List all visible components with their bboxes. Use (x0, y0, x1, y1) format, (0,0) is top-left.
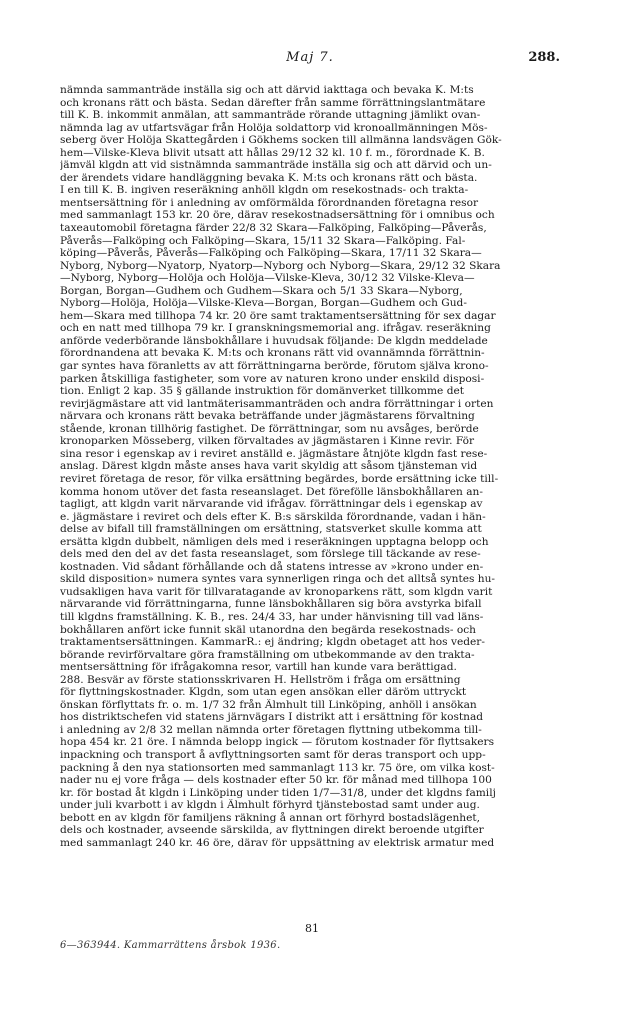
text-line: jämväl klgdn att vid sistnämnda sammanträde inställa sig och att därvid och un- (60, 159, 492, 172)
text-line: nämnda lag av utfartsvägar från Holöja soldattorp vid kronoallmänningen Mös- (60, 121, 488, 134)
text-line: börande revirförvaltare göra framställning om utbekommande av den trakta- (60, 648, 475, 661)
text-line: inpackning och transport å avflyttningsorten samt för deras transport och upp- (60, 748, 486, 761)
text-line: under juli kvarbott i av klgdn i Älmhult förhyrd tjänstebostad samt under aug. (60, 799, 480, 812)
page-number: 288. (528, 50, 560, 65)
text-line: närvara och kronans rätt bevaka beträffande under jägmästarens förvaltning (60, 410, 475, 423)
text-line: der ärendets vidare handläggning bevaka K. M:ts och kronans rätt och bästa. (60, 171, 478, 184)
text-line: parken åtskilliga fastigheter, som vore av naturen krono under enskild disposi- (60, 372, 485, 385)
text-line: gar syntes hava föranletts av att förrättningarna berörde, förutom själva krono- (60, 360, 489, 373)
text-line: till K. B. inkommit anmälan, att sammanträde rörande uttagning jämlikt ovan- (60, 109, 481, 122)
text-line: till klgdns framställning. K. B., res. 24/4 33, har under hänvisning till vad läns- (60, 610, 484, 623)
text-line: komma honom utöver det fasta reseanslaget. Det förefölle länsbokhållaren an- (60, 485, 483, 498)
page-header (60, 50, 560, 72)
text-line: hos distriktschefen vid statens järnvägars I distrikt att i ersättning för kostnad (60, 711, 484, 724)
text-line: Nyborg, Nyborg—Nyatorp, Nyatorp—Nyborg och Nyborg—Skara, 29/12 32 Skara (60, 259, 501, 272)
text-line: tion. Enligt 2 kap. 35 § gällande instruktion för domänverket tillkomme det (60, 385, 465, 398)
text-line: kr. för bostad åt klgdn i Linköping under tiden 1/7—31/8, under det klgdns familj (60, 786, 496, 799)
text-line: och en natt med tillhopa 79 kr. I granskningsmemorial ang. ifrågav. reseräkning (60, 322, 491, 335)
text-line: hopa 454 kr. 21 öre. I nämnda belopp ingick — förutom kostnader för flyttsakers (60, 736, 495, 749)
text-line: anslag. Därest klgdn måste anses hava varit skyldig att såsom tjänsteman vid (60, 460, 478, 473)
text-line: I en till K. B. ingiven reseräkning anhöll klgdn om resekostnads- och trakta- (60, 184, 469, 197)
text-line: 288. Besvär av förste stationsskrivaren H. Hellström i fråga om ersättning (60, 673, 461, 686)
footer-page-number: 81 (305, 922, 319, 935)
text-line: dels och kostnader, avseende särskilda, av flyttningen direkt beroende utgifter (60, 824, 484, 837)
text-line: för flyttningskostnader. Klgdn, som utan egen ansökan eller däröm uttryckt (60, 686, 467, 699)
text-line: delse av bifall till framställningen om ersättning, statsverket skulle komma att (60, 523, 482, 536)
text-line: med sammanlagt 153 kr. 20 öre, därav resekostnadsersättning för i omnibus och (60, 209, 495, 222)
text-line: reviret företaga de resor, för vilka ersättning begärdes, borde ersättning icke till- (60, 472, 499, 485)
text-line: Nyborg—Holöja, Holöja—Vilske-Kleva—Borgan, Borgan—Gudhem och Gud- (60, 297, 467, 310)
text-line: ersätta klgdn dubbelt, nämligen dels med i reseräkningen upptagna belopp och (60, 535, 489, 548)
text-line: kostnaden. Vid sådant förhållande och då statens intresse av »krono under en- (60, 560, 484, 573)
text-line: kronoparken Mösseberg, vilken förvaltades av jägmästaren i Kinne revir. För (60, 435, 475, 448)
text-line: revirjägmästare att vid lantmäterisammanträden och andra förrättningar i orten (60, 397, 494, 410)
text-line: önskan förflyttats fr. o. m. 1/7 32 från Älmhult till Linköping, anhöll i ansökan (60, 698, 477, 711)
text-line: och kronans rätt och bästa. Sedan därefter från samme förrättningslantmätare (60, 96, 486, 109)
text-line: köping—Påverås, Påverås—Falköping och Falköping—Skara, 17/11 32 Skara— (60, 247, 482, 260)
text-line: bokhållaren anfört icke funnit skäl utanordna den begärda resekostnads- och (60, 623, 477, 636)
text-line: taxeautomobil företagna färder 22/8 32 Skara—Falköping, Falköping—Påverås, (60, 222, 487, 235)
text-line: nader nu ej vore fråga — dels kostnader efter 50 kr. för månad med tillhopa 100 (60, 774, 492, 787)
text-line: traktamentsersättningen. KammarR.: ej ändring; klgdn obetaget att hos veder- (60, 636, 485, 649)
text-line: tagligt, att klgdn varit närvarande vid ifrågav. förrättningar dels i egenskap av (60, 498, 483, 511)
text-line: skild disposition» numera syntes vara synnerligen ringa och det alltså syntes hu- (60, 573, 496, 586)
text-line: bebott en av klgdn för familjens räkning å annan ort förhyrd bostadslägenhet, (60, 811, 481, 824)
text-line: hem—Vilske-Kleva blivit utsatt att hållas 29/12 32 kl. 10 f. m., förordnade K. B. (60, 146, 485, 159)
text-line: med sammanlagt 240 kr. 46 öre, därav för uppsättning av elektrisk armatur med (60, 836, 495, 849)
text-line: hem—Skara med tillhopa 74 kr. 20 öre samt traktamentsersättning för sex dagar (60, 309, 496, 322)
text-line: dels med den del av det fasta reseanslaget, som förslege till täckande av rese- (60, 548, 481, 561)
printer-imprint: 6—363944. Kammarrättens årsbok 1936. (60, 940, 281, 951)
running-title: Maj 7. (286, 50, 334, 65)
text-line: mentsersättning för ifrågakomna resor, vartill han kunde vara berättigad. (60, 661, 457, 674)
text-line: närvarande vid förrättningarna, funne länsbokhållaren sig böra avstyrka bifall (60, 598, 482, 611)
text-line: e. jägmästare i reviret och dels efter K. B:s särskilda förordnande, vadan i hän- (60, 510, 486, 523)
text-line: Borgan, Borgan—Gudhem och Gudhem—Skara och 5/1 33 Skara—Nyborg, (60, 284, 463, 297)
text-line: seberg över Holöja Skattegården i Gökhems socken till allmänna landsvägen Gök- (60, 134, 502, 147)
text-line: stående, kronan tillhörig fastighet. De förrättningar, som nu avsåges, berörde (60, 422, 479, 435)
text-line: nämnda sammanträde inställa sig och att därvid iakttaga och bevaka K. M:ts (60, 84, 474, 96)
text-line: vudsakligen hava varit för tillvaratagande av kronoparkens rätt, som klgdn varit (60, 585, 493, 598)
text-line: packning å den nya stationsorten med sammanlagt 113 kr. 75 öre, om vilka kost- (60, 761, 495, 774)
text-line: anförde vederbörande länsbokhållare i huvudsak följande: De klgdn meddelade (60, 334, 488, 347)
text-line: i anledning av 2/8 32 mellan nämnda orter företagen flyttning utbekomma till- (60, 723, 482, 736)
text-line: förordnandena att bevaka K. M:ts och kronans rätt vid ovannämnda förrättnin- (60, 347, 485, 360)
text-line: —Nyborg, Nyborg—Holöja och Holöja—Vilske-Kleva, 30/12 32 Vilske-Kleva— (60, 272, 475, 285)
body-text (60, 84, 560, 849)
text-line: mentsersättning för i anledning av omförmälda förordnanden företagna resor (60, 196, 479, 209)
text-line: sina resor i egenskap av i reviret anställd e. jägmästare åtnjöte klgdn fast rese- (60, 447, 488, 460)
text-line: Påverås—Falköping och Falköping—Skara, 15/11 32 Skara—Falköping. Fal- (60, 234, 466, 247)
